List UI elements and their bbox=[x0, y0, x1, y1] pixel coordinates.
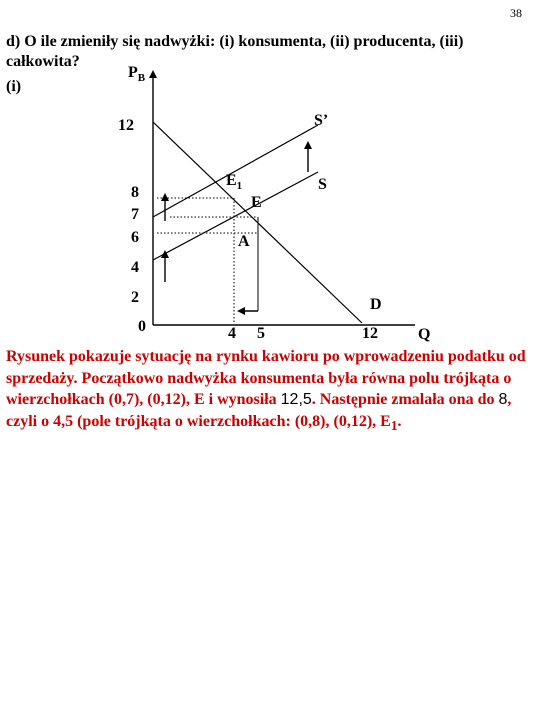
value-new-surplus: 8 bbox=[498, 391, 508, 408]
y-tick-12: 12 bbox=[118, 117, 134, 134]
page-number: 38 bbox=[510, 6, 522, 20]
y-axis-label: $P_B$ bbox=[128, 64, 146, 85]
label-d: D bbox=[370, 296, 382, 313]
label-a: A bbox=[238, 233, 250, 250]
y-tick-7: 7 bbox=[131, 206, 139, 223]
x-tick-4: 4 bbox=[228, 325, 236, 342]
supply-shifted-line bbox=[153, 125, 318, 217]
part-label: (i) bbox=[6, 78, 22, 95]
label-s-prime: S’ bbox=[314, 112, 329, 129]
y-tick-0: 0 bbox=[138, 318, 146, 335]
label-e1: $E_1$ bbox=[226, 172, 243, 193]
x-tick-12: 12 bbox=[362, 325, 378, 342]
explanation-paragraph: Rysunek pokazuje sytuację na rynku kawioru po wprowadzeniu podatku od sprzedaży. Początkowo nadwyżka konsumenta była równa polu trójkąta o wierzchołkach (0,7), (0,12), E i wynosiła 12,5. Następnie zmalała ona do 8, czyli o 4,5 (pole trójkąta o wierzchołkach: (0,8), (0,12), $E_1$. bbox=[6, 348, 526, 433]
label-s: S bbox=[318, 176, 327, 193]
value-initial-surplus: 12,5 bbox=[280, 391, 312, 408]
y-tick-8: 8 bbox=[131, 184, 139, 201]
x-tick-5: 5 bbox=[257, 325, 265, 342]
question-text: d) O ile zmieniły się nadwyżki: (i) konsumenta, (ii) producenta, (iii) całkowita? bbox=[6, 33, 464, 70]
x-axis-label: Q bbox=[418, 326, 431, 343]
y-tick-2: 2 bbox=[131, 289, 139, 306]
label-e: E bbox=[251, 194, 262, 211]
y-tick-4: 4 bbox=[131, 259, 139, 276]
y-tick-6: 6 bbox=[131, 229, 139, 246]
